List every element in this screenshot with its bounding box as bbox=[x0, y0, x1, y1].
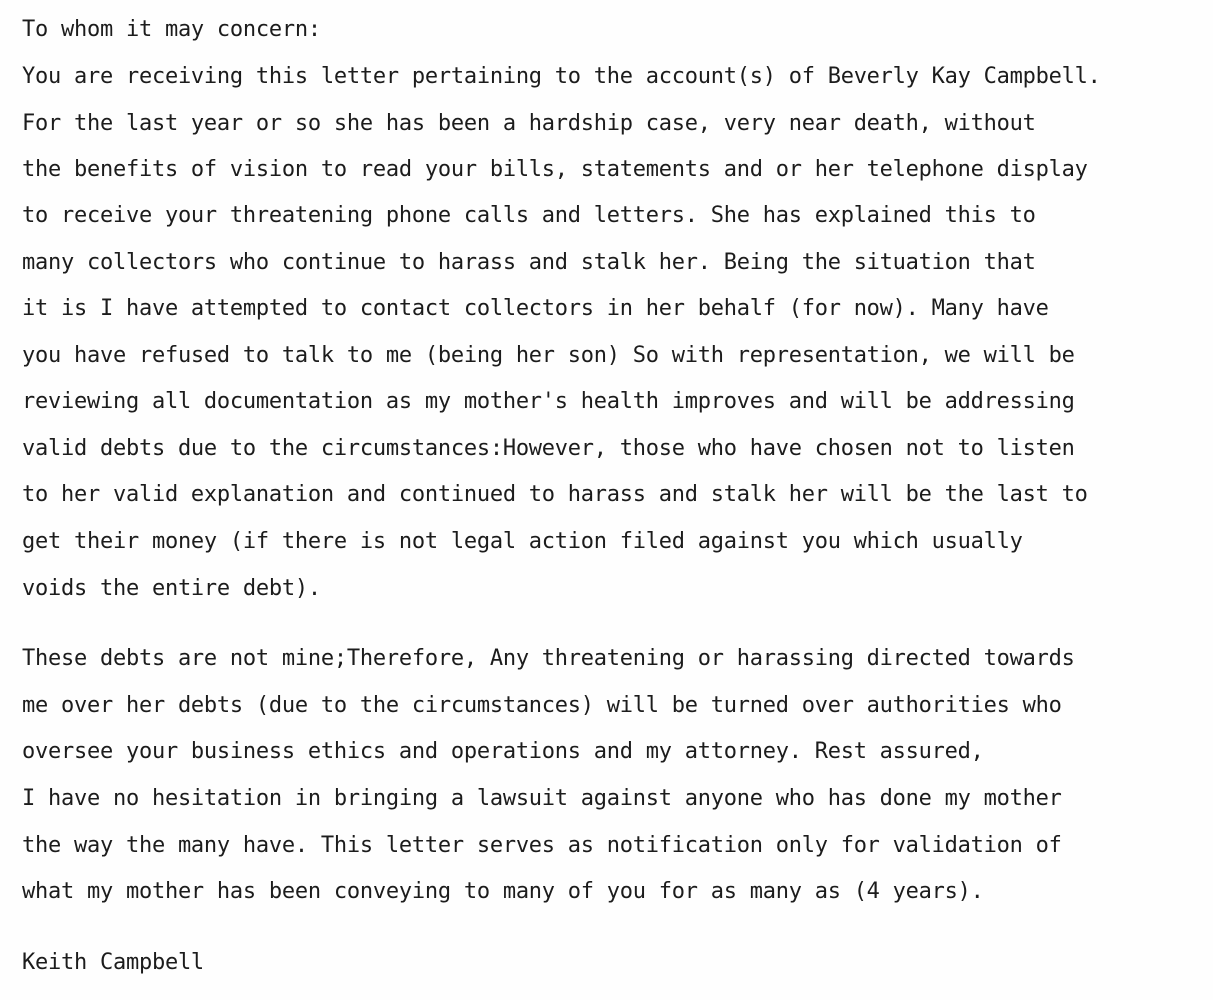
paragraph-1-line: the benefits of vision to read your bills, statements and or her telephone display bbox=[22, 157, 1088, 182]
paragraph-2-line: what my mother has been conveying to many of you for as many as (4 years). bbox=[22, 879, 984, 904]
paragraph-1-line: reviewing all documentation as my mother's health improves and will be addressing bbox=[22, 389, 1075, 414]
paragraph-2-line: I have no hesitation in bringing a lawsuit against anyone who has done my mother bbox=[22, 786, 1062, 811]
paragraph-2-line: These debts are not mine;Therefore, Any threatening or harassing directed towards bbox=[22, 646, 1075, 671]
paragraph-2-line: oversee your business ethics and operations and my attorney. Rest assured, bbox=[22, 739, 984, 764]
paragraph-1-line: voids the entire debt). bbox=[22, 576, 321, 601]
paragraph-2-line: the way the many have. This letter serves as notification only for validation of bbox=[22, 833, 1062, 858]
salutation: To whom it may concern: bbox=[22, 17, 321, 42]
signature: Keith Campbell bbox=[22, 950, 204, 975]
paragraph-2-line: me over her debts (due to the circumstances) will be turned over authorities who bbox=[22, 693, 1062, 718]
paragraph-1-line: You are receiving this letter pertaining to the account(s) of Beverly Kay Campbell. bbox=[22, 64, 1101, 89]
paragraph-1-line: get their money (if there is not legal action filed against you which usually bbox=[22, 529, 1023, 554]
paragraph-1-line: many collectors who continue to harass and stalk her. Being the situation that bbox=[22, 250, 1036, 275]
paragraph-1-line: it is I have attempted to contact collectors in her behalf (for now). Many have bbox=[22, 296, 1049, 321]
paragraph-1-line: to her valid explanation and continued to harass and stalk her will be the last to bbox=[22, 482, 1088, 507]
paragraph-1-line: to receive your threatening phone calls and letters. She has explained this to bbox=[22, 203, 1036, 228]
paragraph-1-line: valid debts due to the circumstances:However, those who have chosen not to listen bbox=[22, 436, 1075, 461]
paragraph-1-line: For the last year or so she has been a hardship case, very near death, without bbox=[22, 111, 1036, 136]
paragraph-1-line: you have refused to talk to me (being her son) So with representation, we will be bbox=[22, 343, 1075, 368]
